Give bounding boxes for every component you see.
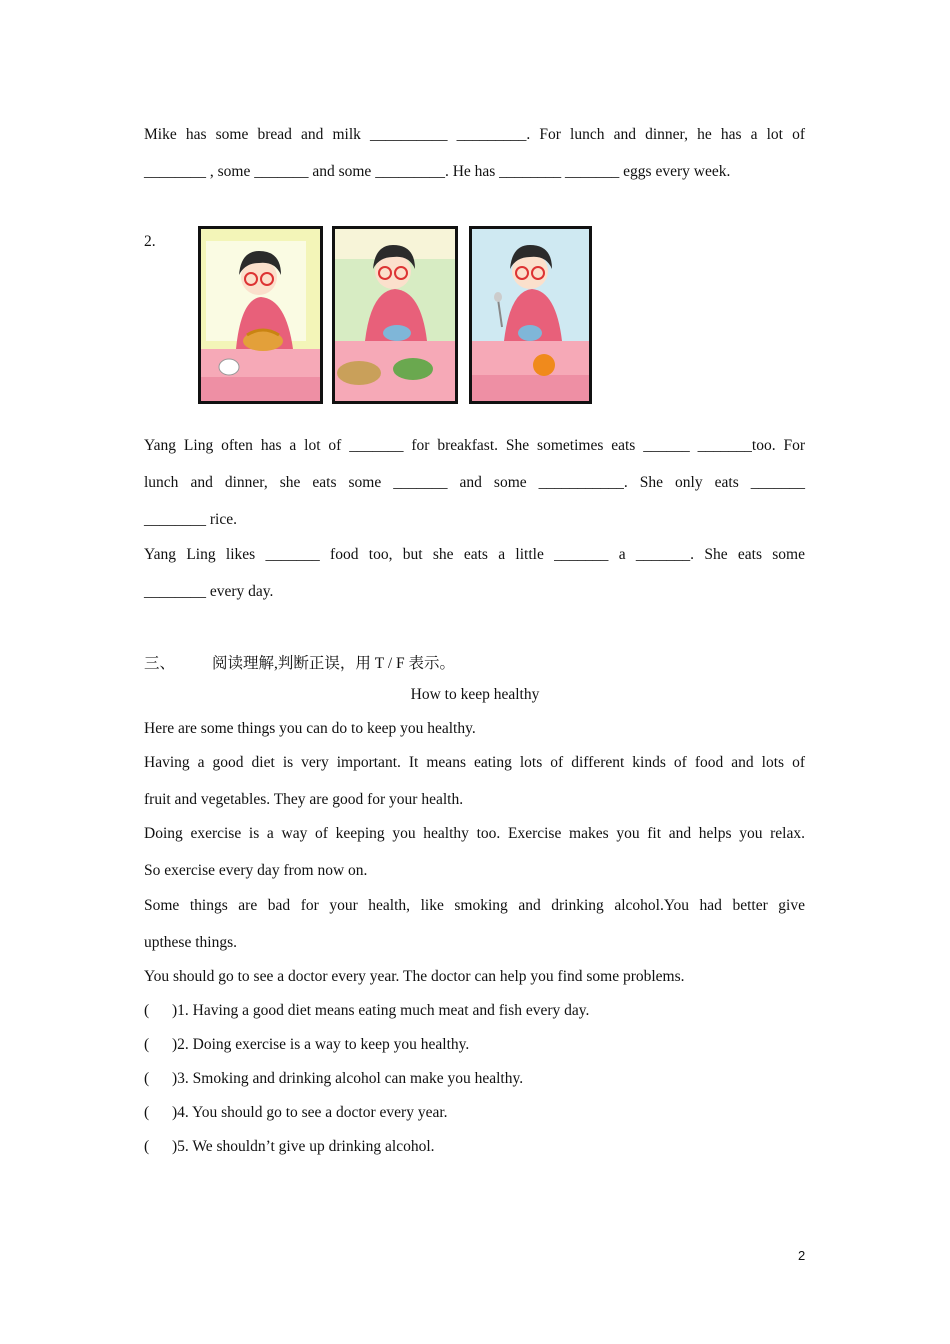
answer-blank-5[interactable]: (: [144, 1138, 150, 1155]
picture-noodles: [198, 226, 323, 404]
answer-blank-2[interactable]: (: [144, 1036, 150, 1053]
passage-p2-line1: Having a good diet is very important. It means eating lots of different kinds of food and lots of: [144, 754, 805, 771]
question-text-2: )2. Doing exercise is a way to keep you healthy.: [172, 1036, 470, 1053]
passage-p3-line2: So exercise every day from now on.: [144, 862, 368, 879]
section3-instruction: 阅读理解,判断正误，用 T / F 表示。: [212, 655, 455, 672]
section1-line1: Mike has some bread and milk __________ _________. For lunch and dinner, he has a lot of: [144, 126, 805, 143]
question-text-3: )3. Smoking and drinking alcohol can make you healthy.: [172, 1070, 524, 1087]
section2-para2-line1: Yang Ling likes _______ food too, but she eats a little _______ a _______. She eats some: [144, 546, 805, 563]
section2-para1-line2: lunch and dinner, she eats some _______ and some ___________. She only eats _______: [144, 474, 805, 491]
question-text-1: )1. Having a good diet means eating much meat and fish every day.: [172, 1002, 590, 1019]
section2-para1-line1: Yang Ling often has a lot of _______ for breakfast. She sometimes eats ______ _______too. For: [144, 437, 805, 454]
answer-blank-1[interactable]: (: [144, 1002, 150, 1019]
section2-para1-line3: ________ rice.: [144, 511, 237, 528]
picture-meat-vegetables: [332, 226, 458, 404]
page-number: 2: [798, 1248, 806, 1263]
question-text-4: )4. You should go to see a doctor every year.: [172, 1104, 448, 1121]
section2-number: 2.: [144, 233, 156, 250]
passage-p4-line2: upthese things.: [144, 934, 237, 951]
question-4: [144, 1104, 448, 1122]
passage-p2-line2: fruit and vegetables. They are good for your health.: [144, 791, 464, 808]
picture-orange-dessert: [469, 226, 592, 404]
passage-p4-line1: Some things are bad for your health, like smoking and drinking alcohol.You had better give: [144, 897, 805, 914]
question-2: [144, 1036, 469, 1054]
passage-p5: You should go to see a doctor every year. The doctor can help you find some problems.: [144, 968, 685, 985]
passage-title: How to keep healthy: [410, 686, 540, 703]
question-1: [144, 1002, 589, 1020]
passage-p1: Here are some things you can do to keep you healthy.: [144, 720, 476, 737]
question-5: [144, 1138, 435, 1156]
section1-line2: ________ , some _______ and some _________. He has ________ _______ eggs every week.: [144, 163, 731, 180]
section2-para2-line2: ________ every day.: [144, 583, 274, 600]
section3-heading: [144, 651, 455, 673]
answer-blank-3[interactable]: (: [144, 1070, 150, 1087]
question-3: [144, 1070, 523, 1088]
question-text-5: )5. We shouldn’t give up drinking alcohol.: [172, 1138, 435, 1155]
passage-p3-line1: Doing exercise is a way of keeping you healthy too. Exercise makes you fit and helps you relax.: [144, 825, 805, 842]
section3-number: 三、: [144, 655, 176, 672]
answer-blank-4[interactable]: (: [144, 1104, 150, 1121]
